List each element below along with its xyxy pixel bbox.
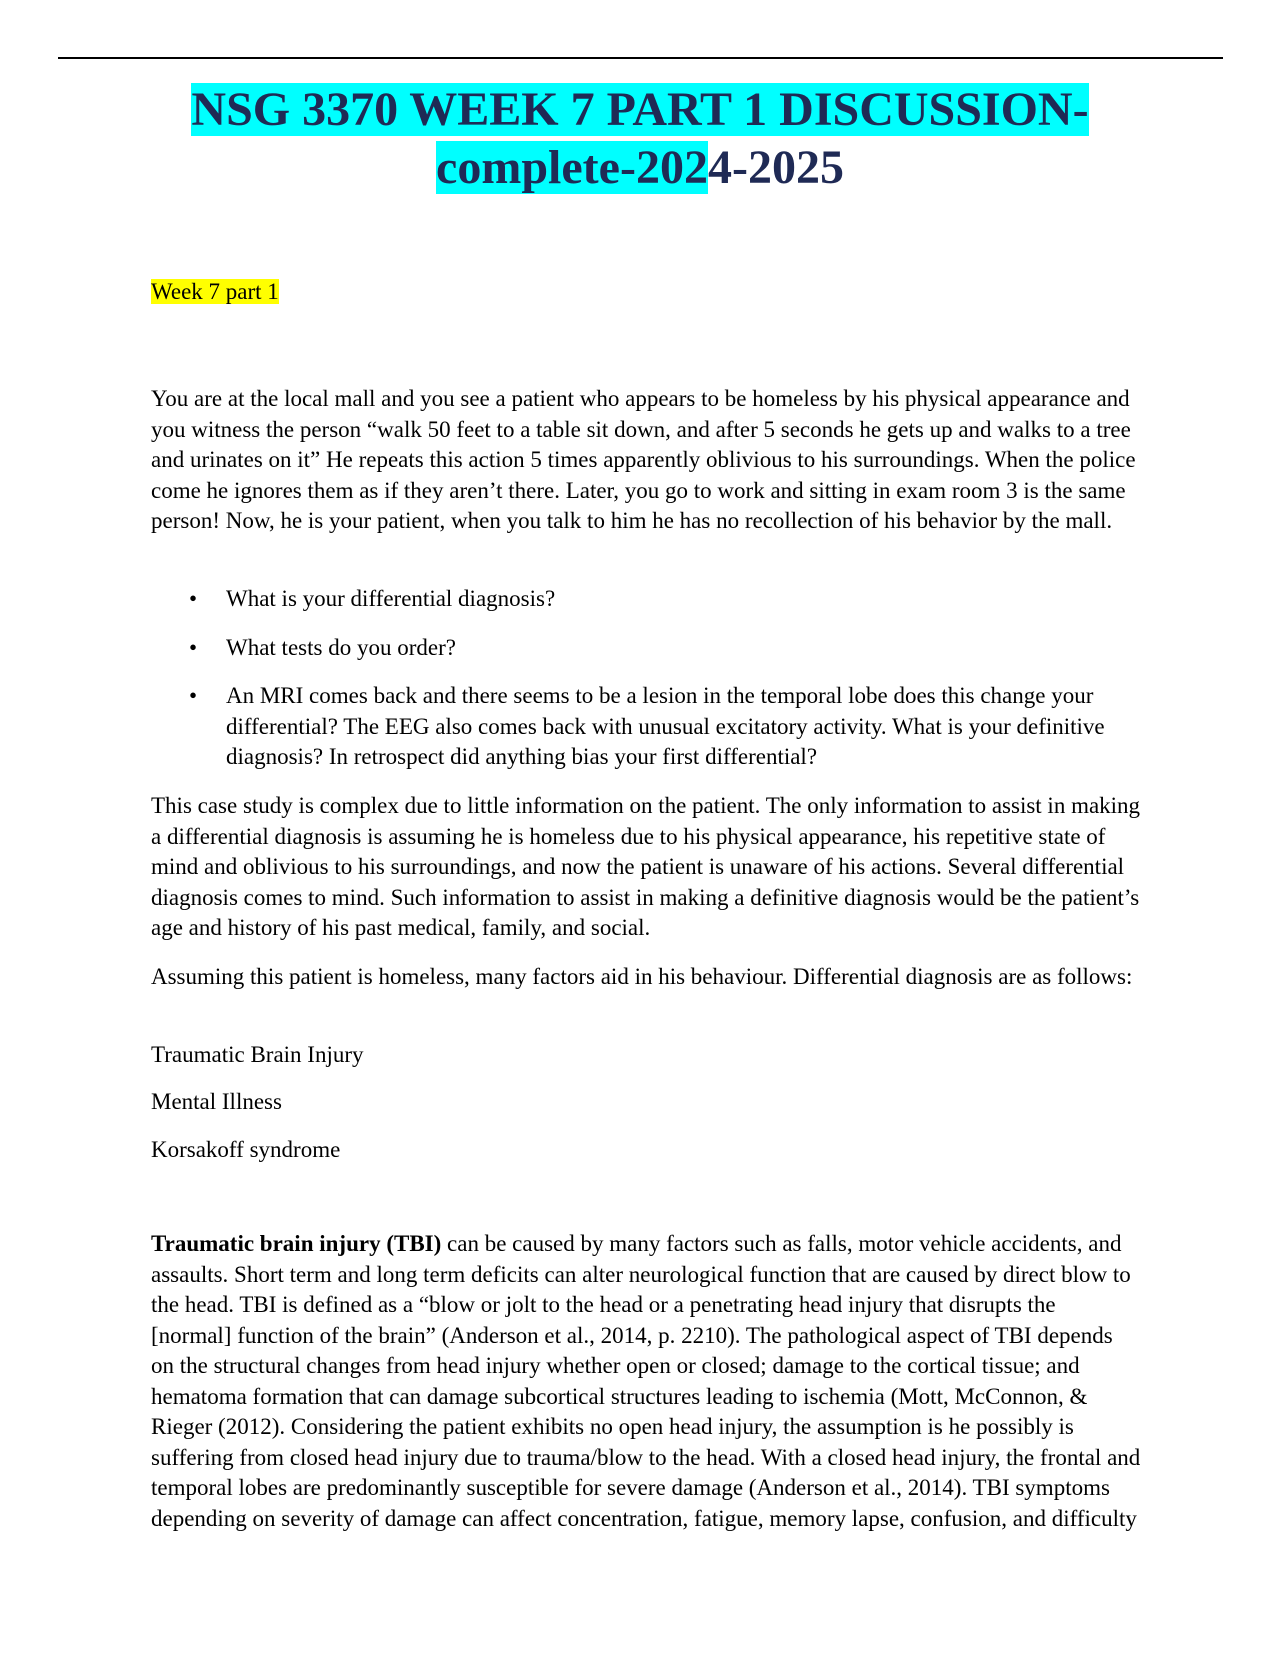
list-item: [151, 681, 1141, 773]
scenario-paragraph: You are at the local mall and you see a patient who appears to be homeless by his physical appearance and you witness the person “walk 50 feet to a table sit down, and after 5 seconds he gets up and walks to a tree and urinates on it” He repeats this action 5 times apparently oblivious to his surroundings. When the police come he ignores them as if they aren’t there. Later, you go to work and sitting in exam room 3 is the same person! Now, he is your patient, when you talk to him he has no recollection of his behavior by the mall.: [151, 386, 1136, 533]
differential-item: Traumatic Brain Injury: [151, 1042, 364, 1067]
differentials-intro: Assuming this patient is homeless, many factors aid in his behaviour. Differential diagnosis are as follows:: [151, 964, 1133, 989]
bullet-icon: •: [189, 634, 198, 660]
bullet-icon: •: [189, 586, 198, 611]
header-rule: [58, 57, 1223, 59]
tbi-text: can be caused by many factors such as falls, motor vehicle accidents, and assaults. Short term and long term deficits can alter neurological function that are caused by direct blow to the head. TBI is defined as a “blow or jolt to the head or a penetrating head injury that disrupts the [normal] function of the brain” (Anderson et al., 2014, p. 2210). The pathological aspect of TBI depends on the structural changes from head injury whether open or closed; damage to the cortical tissue; and hematoma formation that can damage subcortical structures leading to ischemia (Mott, McConnon, & Rieger (2012). Considering the patient exhibits no open head injury, the assumption is he possibly is suffering from closed head injury due to trauma/blow to the head. With a closed head injury, the frontal and temporal lobes are predominantly susceptible for severe damage (Anderson et al., 2014). TBI symptoms depending on severity of damage can affect concentration, fatigue, memory lapse, confusion, and difficulty: [151, 1231, 1141, 1531]
title-line2-rest: 4-2025: [707, 141, 844, 194]
list-item: [151, 584, 1141, 615]
question-text: An MRI comes back and there seems to be a lesion in the temporal lobe does this change your differential? The EEG also comes back with unusual excitatory activity. What is your definitive diagnosis? In retrospect did anything bias your first differential?: [226, 683, 1105, 769]
list-item: [151, 633, 1141, 664]
tbi-term: Traumatic brain injury (TBI): [151, 1231, 442, 1256]
differential-item: Mental Illness: [151, 1089, 282, 1114]
title-line1: NSG 3370 WEEK 7 PART 1 DISCUSSION-: [191, 83, 1089, 136]
tbi-paragraph: [151, 1229, 1141, 1534]
subtitle-text: Week 7 part 1: [151, 279, 279, 304]
analysis-paragraph: This case study is complex due to little information on the patient. The only information to assist in making a differential diagnosis is assuming he is homeless due to his physical appearance, his repetitive state of mind and oblivious to his surroundings, and now the patient is unaware of his actions. Several differential diagnosis comes to mind. Such information to assist in making a definitive diagnosis would be the patient’s age and history of his past medical, family, and social.: [151, 793, 1141, 940]
title-line2-highlighted: complete-202: [436, 141, 708, 194]
question-list: [151, 584, 1141, 791]
subtitle: [151, 277, 1141, 308]
question-text: What tests do you order?: [226, 634, 456, 660]
bullet-icon: •: [189, 683, 198, 708]
document-title: [100, 81, 1180, 197]
differential-item: Korsakoff syndrome: [151, 1137, 341, 1162]
question-text: What is your differential diagnosis?: [226, 586, 556, 611]
